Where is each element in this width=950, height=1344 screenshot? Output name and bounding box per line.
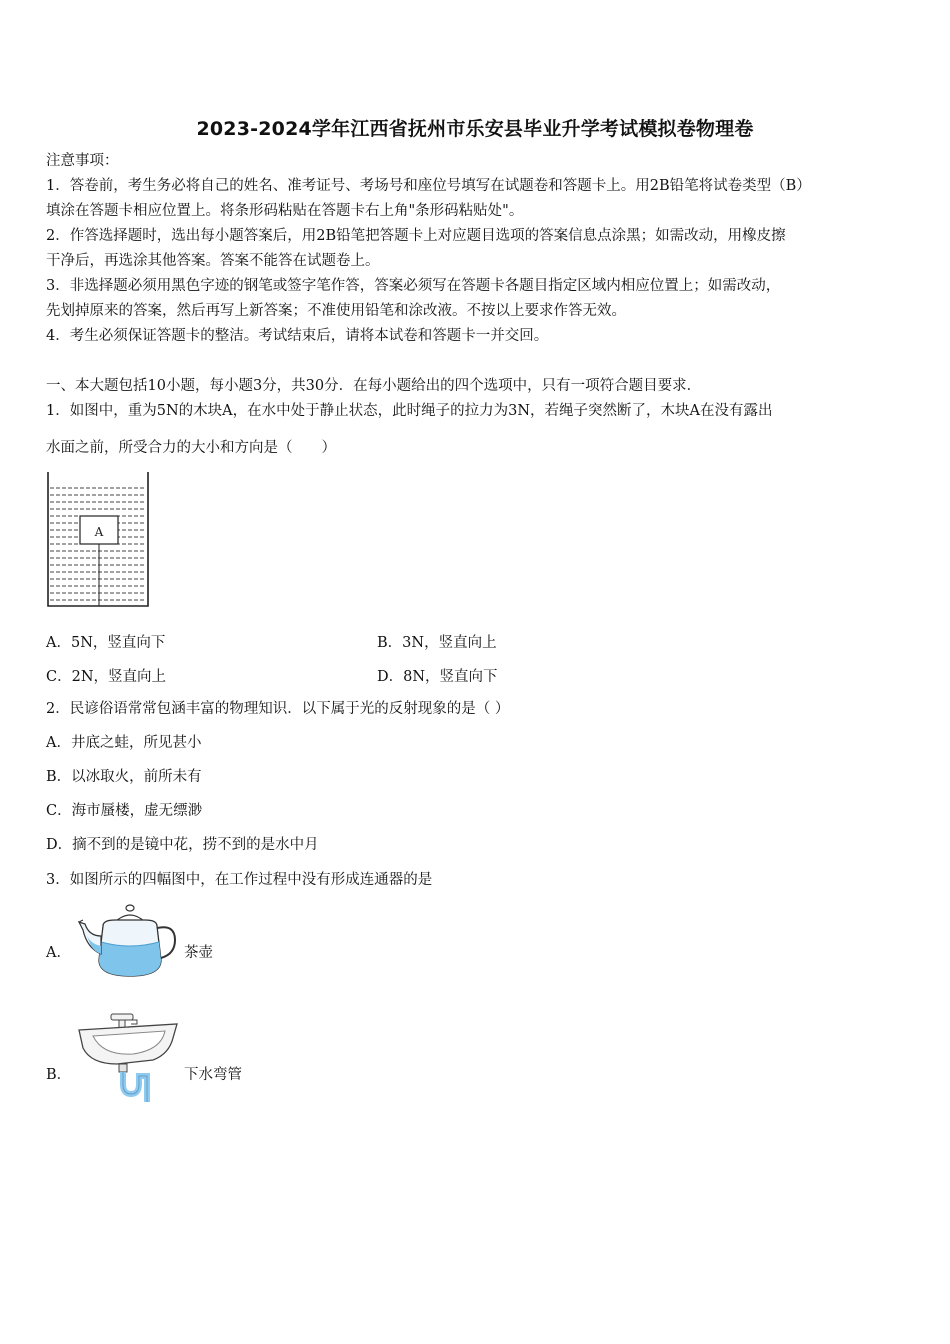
q1-option-b: B．3N，竖直向上 xyxy=(377,635,497,651)
q3-stem: 3．如图所示的四幅图中，在工作过程中没有形成连通器的是 xyxy=(46,872,433,888)
q2-option-d: D．摘不到的是镜中花，捞不到的是水中月 xyxy=(46,837,319,853)
notice-line: 3．非选择题必须用黑色字迹的钢笔或签字笔作答，答案必须写在答题卡各题目指定区域内相应位置上；如需改动， xyxy=(46,278,781,294)
q3-option-a-caption: 茶壶 xyxy=(184,945,213,961)
notice-heading: 注意事项： xyxy=(46,153,119,169)
q3-option-b-caption: 下水弯管 xyxy=(184,1067,242,1083)
notice-line: 2．作答选择题时，选出每小题答案后，用2B铅笔把答题卡上对应题目选项的答案信息点涂黑；如需改动，用橡皮擦 xyxy=(46,228,786,244)
q1-option-a: A．5N，竖直向下 xyxy=(46,635,166,651)
q3-option-b-letter: B． xyxy=(46,1067,72,1083)
notice-line: 先划掉原来的答案，然后再写上新答案；不准使用铅笔和涂改液。不按以上要求作答无效。 xyxy=(46,303,626,319)
q2-option-c: C．海市蜃楼，虚无缥渺 xyxy=(46,803,203,819)
q2-stem: 2．民谚俗语常常包涵丰富的物理知识．以下属于光的反射现象的是（ ） xyxy=(46,701,510,717)
q1-stem-line1: 1．如图中，重为5N的木块A，在水中处于静止状态，此时绳子的拉力为3N，若绳子突然断了，木块A在没有露出 xyxy=(46,403,773,419)
block-label: A xyxy=(94,525,104,539)
q2-option-b: B．以冰取火，前所未有 xyxy=(46,769,202,785)
page-title: 2023-2024学年江西省抚州市乐安县毕业升学考试模拟卷物理卷 xyxy=(196,118,754,140)
q1-stem-line2: 水面之前，所受合力的大小和方向是（ ） xyxy=(46,440,336,456)
q1-option-d: D．8N，竖直向下 xyxy=(377,669,498,685)
teapot-icon xyxy=(75,902,181,982)
sink-icon xyxy=(73,1010,183,1105)
section-heading: 一、本大题包括10小题，每小题3分，共30分．在每小题给出的四个选项中，只有一项符合题目要求． xyxy=(46,378,702,394)
q2-option-a: A．井底之蛙，所见甚小 xyxy=(46,735,202,751)
notice-line: 1．答卷前，考生务必将自己的姓名、准考证号、考场号和座位号填写在试题卷和答题卡上。用2B铅笔将试卷类型（B） xyxy=(46,178,811,194)
notice-line: 填涂在答题卡相应位置上。将条形码粘贴在答题卡右上角"条形码粘贴处"。 xyxy=(46,203,524,219)
q1-option-c: C．2N，竖直向上 xyxy=(46,669,167,685)
notice-line: 4．考生必须保证答题卡的整洁。考试结束后，请将本试卷和答题卡一并交回。 xyxy=(46,328,549,344)
q3-option-a-letter: A． xyxy=(46,945,71,961)
water-container-figure xyxy=(44,470,152,610)
notice-line: 干净后，再选涂其他答案。答案不能答在试题卷上。 xyxy=(46,253,380,269)
